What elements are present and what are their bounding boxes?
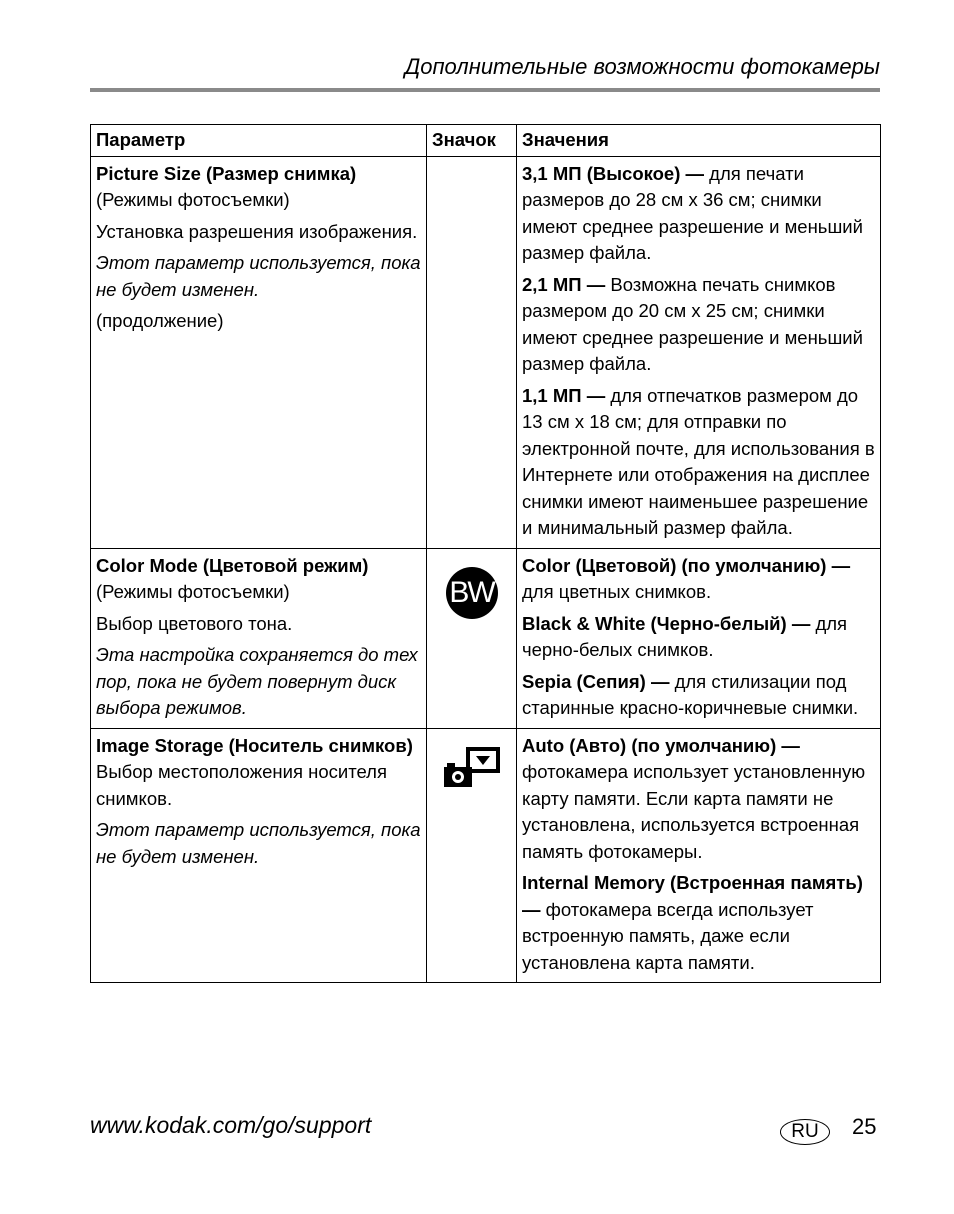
- parameter-note: Этот параметр используется, пока не будет изменен.: [96, 252, 421, 300]
- parameter-cell: [91, 156, 427, 548]
- parameter-modes: (Режимы фотосъемки): [96, 189, 290, 210]
- parameter-note: Эта настройка сохраняется до тех пор, пока не будет повернут диск выбора режимов.: [96, 644, 418, 718]
- page-header-title: Дополнительные возможности фотокамеры: [404, 54, 880, 79]
- parameter-cell: [91, 548, 427, 728]
- column-header-icon: Значок: [427, 125, 517, 157]
- table-row: [91, 548, 881, 728]
- column-header-parameter: Параметр: [91, 125, 427, 157]
- parameter-name: Picture Size (Размер снимка): [96, 162, 357, 184]
- parameter-note: Этот параметр используется, пока не будет изменен.: [96, 819, 421, 867]
- parameter-name: Color Mode (Цветовой режим): [96, 554, 369, 576]
- image-storage-icon: [442, 747, 502, 791]
- value-option: Color (Цветовой) (по умолчанию) — для цветных снимков.: [522, 554, 851, 602]
- values-cell: [517, 156, 881, 548]
- value-option: Sepia (Сепия) — для стилизации под старинные красно-коричневые снимки.: [522, 670, 859, 718]
- icon-cell: [427, 728, 517, 983]
- value-option: 1,1 МП — для отпечатков размером до 13 см х 18 см; для отправки по электронной почте, для использования в Интернете или отображения на дисплее снимки имеют наименьшее разрешение и минимальный размер файла.: [522, 384, 875, 538]
- parameter-description: Выбор местоположения носителя снимков.: [96, 761, 387, 809]
- parameter-description: Выбор цветового тона.: [96, 612, 293, 634]
- value-option: Auto (Авто) (по умолчанию) — фотокамера использует установленную карту памяти. Если карта памяти не установлена, используется встроенная память фотокамеры.: [522, 734, 866, 862]
- value-option: 2,1 МП — Возможна печать снимков размером до 20 см х 25 см; снимки имеют среднее разрешение и меньший размер файла.: [522, 273, 863, 374]
- language-badge: RU: [780, 1119, 830, 1145]
- parameter-modes: (Режимы фотосъемки): [96, 581, 290, 602]
- black-white-icon: BW: [446, 567, 498, 619]
- page-number: 25: [852, 1114, 877, 1139]
- icon-cell: [427, 548, 517, 728]
- table-row: [91, 156, 881, 548]
- value-option: Black & White (Черно-белый) — для черно-белых снимков.: [522, 612, 848, 660]
- support-url: www.kodak.com/go/support: [90, 1112, 372, 1138]
- table-row: [91, 728, 881, 983]
- values-cell: [517, 548, 881, 728]
- value-option: Internal Memory (Встроенная память) — фотокамера всегда использует встроенную память, даже если установлена карта памяти.: [522, 872, 863, 973]
- values-cell: [517, 728, 881, 983]
- settings-table: [90, 124, 881, 983]
- header-divider: [90, 88, 880, 92]
- icon-cell: [427, 156, 517, 548]
- parameter-cell: [91, 728, 427, 983]
- parameter-description: Установка разрешения изображения.: [96, 220, 418, 242]
- parameter-name: Image Storage (Носитель снимков): [96, 734, 413, 756]
- value-option: 3,1 МП (Высокое) — для печати размеров до 28 см х 36 см; снимки имеют среднее разрешение и меньший размер файла.: [522, 162, 863, 263]
- table-header-row: [91, 125, 881, 157]
- column-header-values: Значения: [517, 125, 881, 157]
- parameter-continued: (продолжение): [96, 310, 224, 331]
